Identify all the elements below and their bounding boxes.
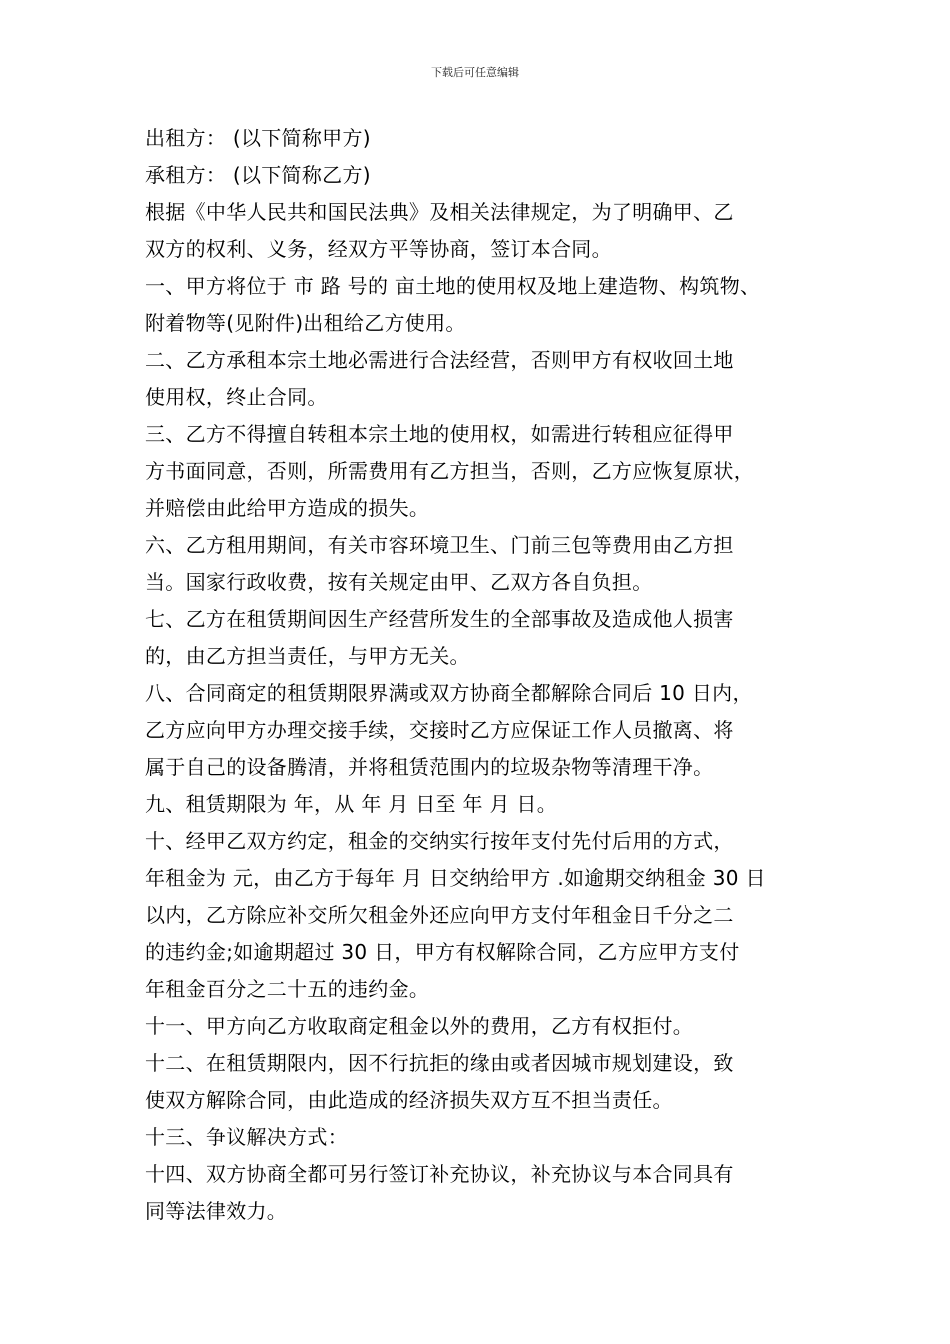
paragraph-line: 根据《中华人民共和国民法典》及相关法律规定，为了明确甲、乙: [145, 200, 734, 224]
contract-paragraph: [145, 416, 825, 527]
contract-paragraph: [145, 120, 825, 157]
paragraph-line: 并赔偿由此给甲方造成的损失。: [145, 496, 430, 520]
paragraph-line: 十二、在租赁期限内，因不行抗拒的缘由或者因城市规划建设，致: [145, 1051, 734, 1075]
paragraph-line: 使双方解除合同，由此造成的经济损失双方互不担当责任。: [145, 1088, 673, 1112]
contract-paragraph: [145, 1156, 825, 1230]
paragraph-line: 九、租赁期限为 年，从 年 月 日至 年 月 日。: [145, 792, 558, 816]
paragraph-line: 年租金为 元，由乙方于每年 月 日交纳给甲方 .如逾期交纳租金 30 日: [145, 866, 766, 890]
paragraph-line: 十四、双方协商全都可另行签订补充协议，补充协议与本合同具有: [145, 1162, 734, 1186]
paragraph-line: 属于自己的设备腾清，并将租赁范围内的垃圾杂物等清理干净。: [145, 755, 714, 779]
paragraph-line: 八、合同商定的租赁期限界满或双方协商全都解除合同后 10 日内，: [145, 681, 753, 705]
paragraph-line: 当。国家行政收费，按有关规定由甲、乙双方各自负担。: [145, 570, 653, 594]
contract-paragraph: [145, 527, 825, 601]
contract-paragraph: [145, 601, 825, 675]
paragraph-line: 的违约金;如逾期超过 30 日，甲方有权解除合同，乙方应甲方支付: [145, 940, 740, 964]
paragraph-line: 同等法律效力。: [145, 1199, 288, 1223]
paragraph-line: 六、乙方租用期间，有关市容环境卫生、门前三包等费用由乙方担: [145, 533, 734, 557]
contract-paragraph: [145, 1119, 825, 1156]
paragraph-line: 十、经甲乙双方约定，租金的交纳实行按年支付先付后用的方式，: [145, 829, 734, 853]
paragraph-line: 二、乙方承租本宗土地必需进行合法经营，否则甲方有权收回土地: [145, 348, 734, 372]
contract-paragraph: [145, 157, 825, 194]
paragraph-line: 出租方： (以下简称甲方): [145, 126, 371, 150]
document-body: [145, 120, 825, 1230]
paragraph-line: 的，由乙方担当责任，与甲方无关。: [145, 644, 470, 668]
contract-paragraph: [145, 1045, 825, 1119]
contract-paragraph: [145, 268, 825, 342]
paragraph-line: 一、甲方将位于 市 路 号的 亩土地的使用权及地上建造物、构筑物、: [145, 274, 761, 298]
paragraph-line: 承租方： (以下简称乙方): [145, 163, 371, 187]
contract-paragraph: [145, 1008, 825, 1045]
page-header-note: 下载后可任意编辑: [431, 66, 519, 79]
paragraph-line: 七、乙方在租赁期间因生产经营所发生的全部事故及造成他人损害: [145, 607, 734, 631]
paragraph-line: 乙方应向甲方办理交接手续，交接时乙方应保证工作人员撤离、将: [145, 718, 734, 742]
paragraph-line: 附着物等(见附件)出租给乙方使用。: [145, 311, 466, 335]
paragraph-line: 三、乙方不得擅自转租本宗土地的使用权，如需进行转租应征得甲: [145, 422, 734, 446]
contract-paragraph: [145, 823, 825, 1008]
paragraph-line: 双方的权利、义务，经双方平等协商，签订本合同。: [145, 237, 612, 261]
paragraph-line: 以内，乙方除应补交所欠租金外还应向甲方支付年租金日千分之二: [145, 903, 734, 927]
paragraph-line: 使用权，终止合同。: [145, 385, 328, 409]
contract-paragraph: [145, 675, 825, 786]
paragraph-line: 年租金百分之二十五的违约金。: [145, 977, 430, 1001]
paragraph-line: 十三、争议解决方式：: [145, 1125, 348, 1149]
contract-paragraph: [145, 786, 825, 823]
contract-paragraph: [145, 342, 825, 416]
contract-paragraph: [145, 194, 825, 268]
paragraph-line: 方书面同意，否则，所需费用有乙方担当，否则，乙方应恢复原状，: [145, 459, 754, 483]
paragraph-line: 十一、甲方向乙方收取商定租金以外的费用，乙方有权拒付。: [145, 1014, 694, 1038]
